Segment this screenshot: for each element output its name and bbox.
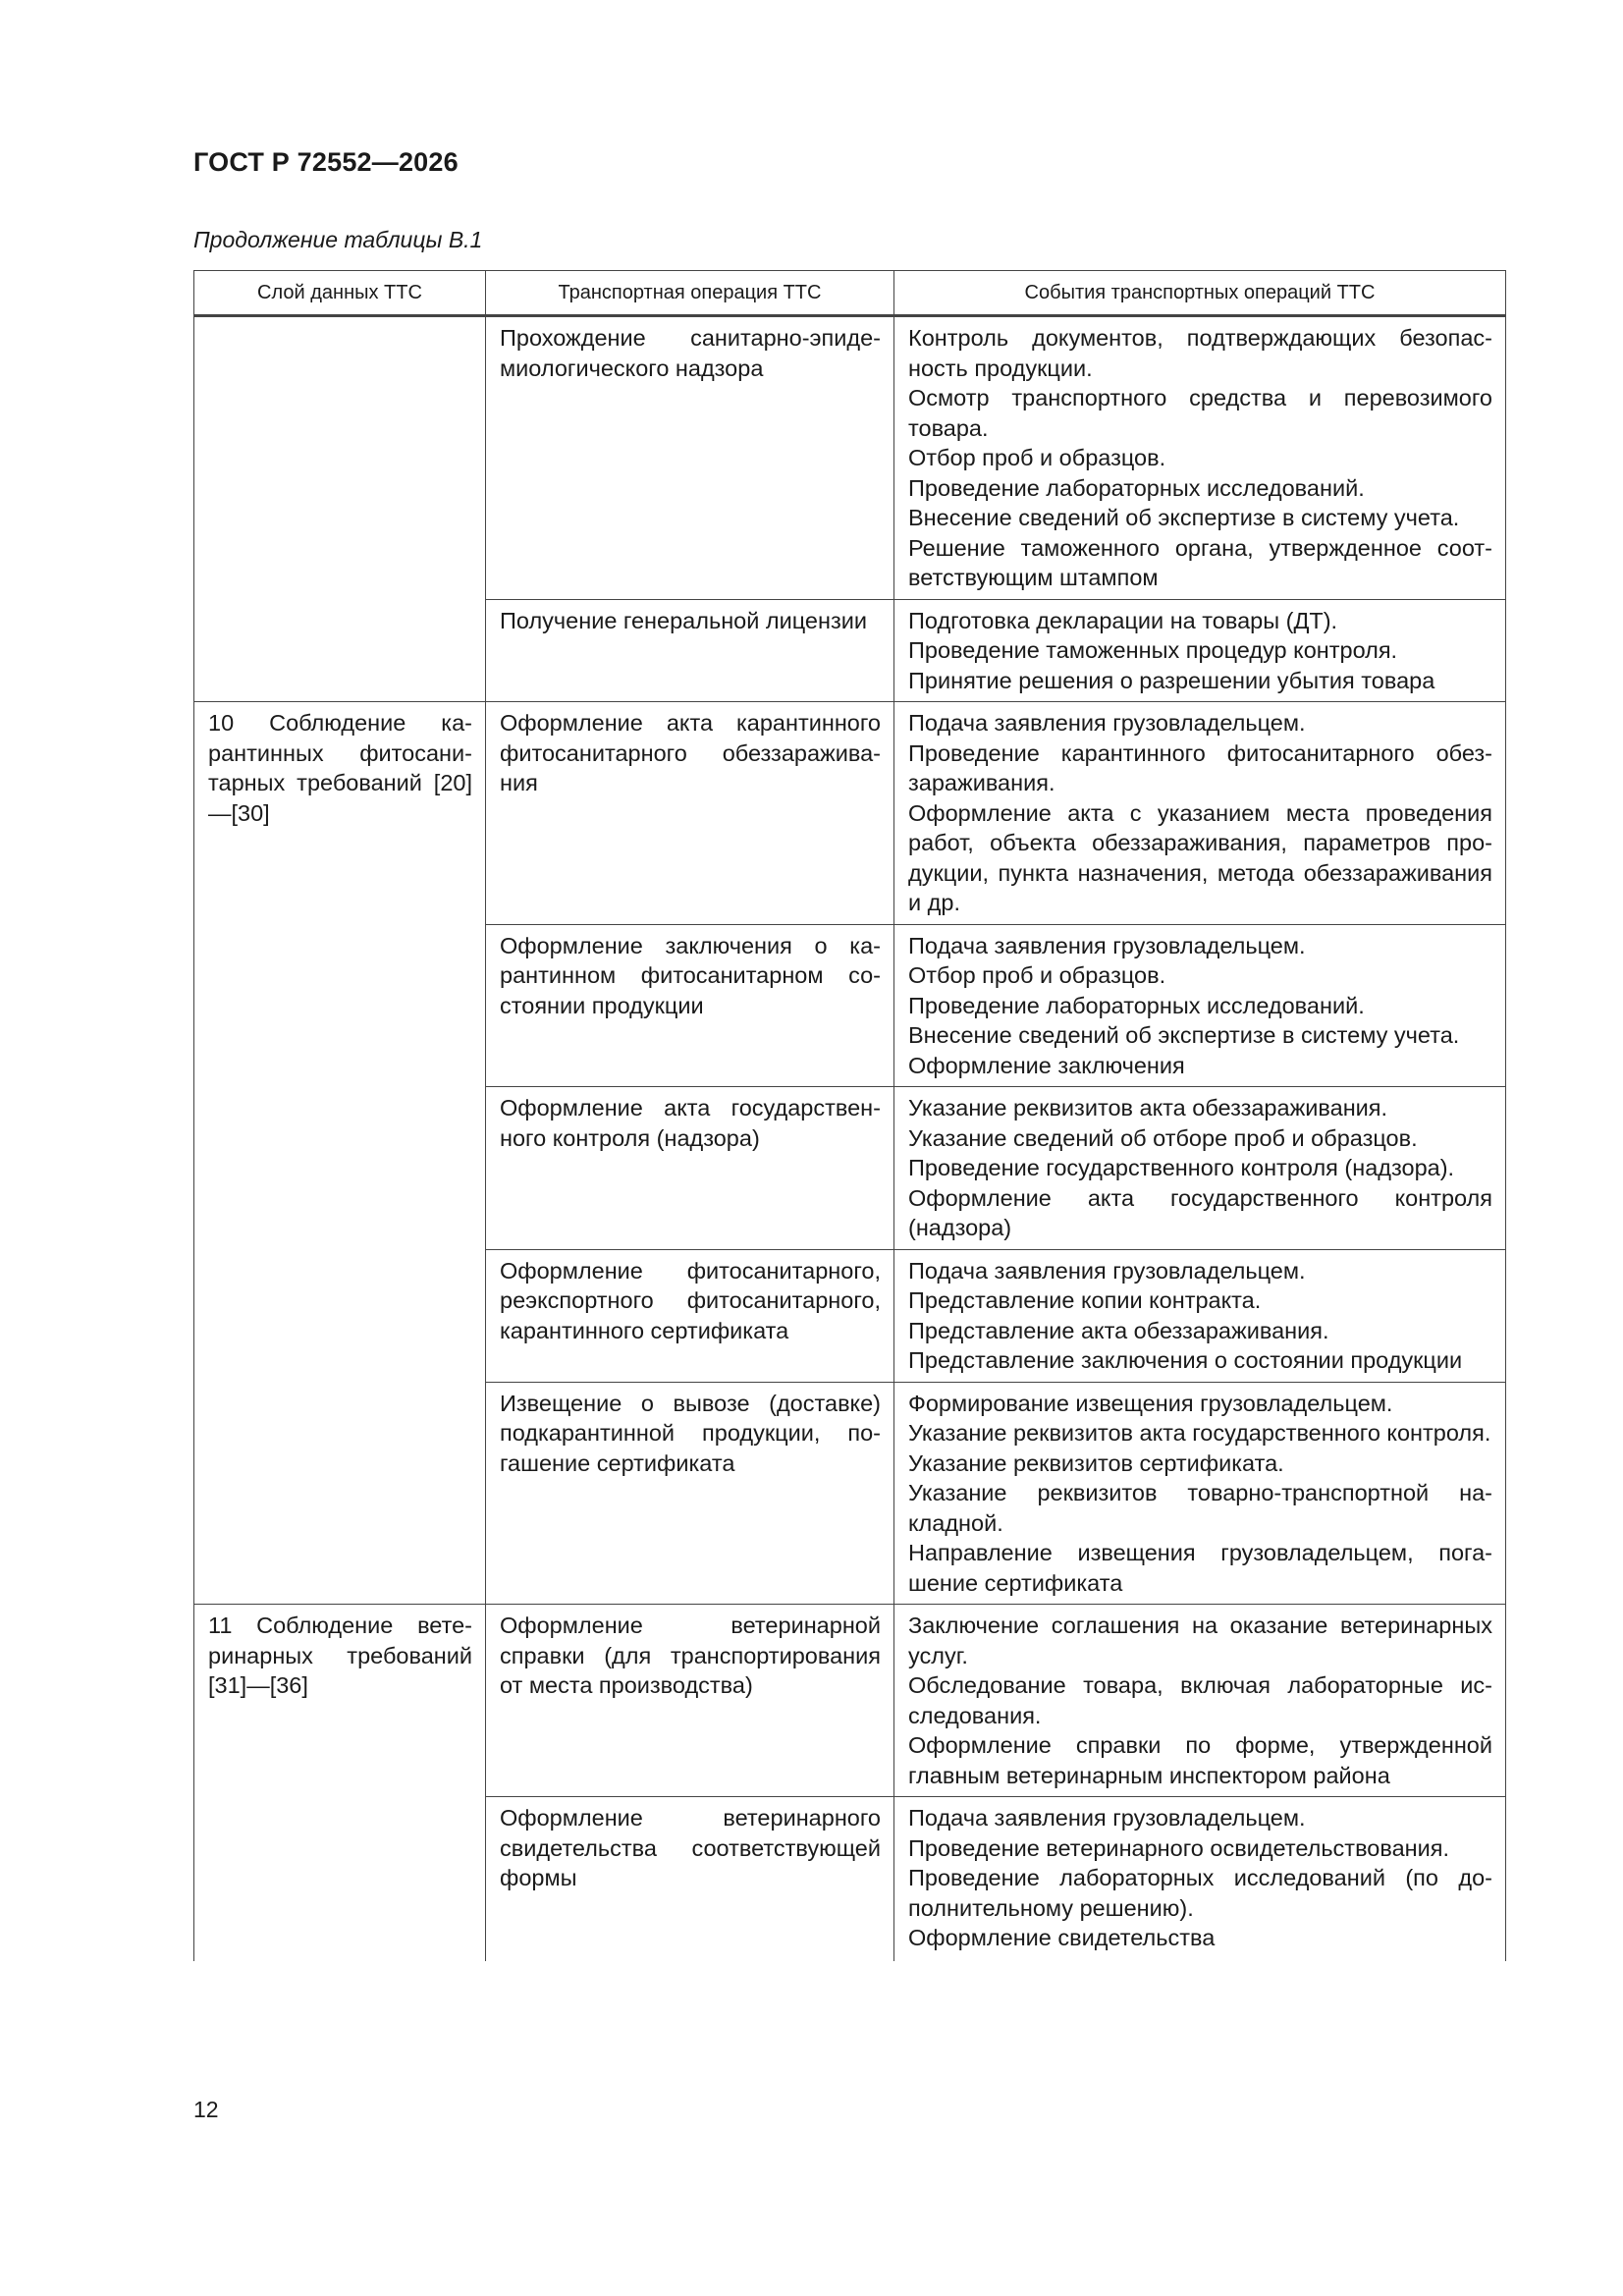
event-line: Обследование товара, включая лабораторные исследования. [908, 1672, 1492, 1728]
event-line: Оформление свидетельства [908, 1925, 1216, 1950]
operation-cell: Оформление акта государственного контроля (надзора) [486, 1087, 894, 1250]
event-line: Подача заявления грузовладельцем. [908, 932, 1306, 958]
event-line: Представление акта обеззараживания. [908, 1317, 1329, 1343]
table-header-row [194, 271, 1506, 316]
event-line: Заключение соглашения на оказание ветеринарных услуг. [908, 1613, 1492, 1668]
operation-cell: Оформление ветеринарной справки (для транспортирования от места производства) [486, 1605, 894, 1797]
events-cell [894, 1087, 1506, 1250]
table-row [194, 702, 1506, 925]
operation-cell: Прохождение санитарно-эпидемиологического надзора [486, 316, 894, 600]
event-line: Указание сведений об отборе проб и образцов. [908, 1124, 1418, 1151]
operation-cell: Извещение о вывозе (доставке) подкарантинной продукции, погашение сертификата [486, 1382, 894, 1605]
events-cell [894, 599, 1506, 702]
event-line: Указание реквизитов акта обеззараживания. [908, 1095, 1388, 1121]
table-row [194, 1605, 1506, 1797]
requirements-table [193, 270, 1506, 1961]
event-line: Внесение сведений об экспертизе в систему учета. [908, 505, 1460, 530]
events-cell [894, 702, 1506, 925]
event-line: Внесение сведений об экспертизе в систему учета. [908, 1022, 1460, 1048]
events-cell [894, 316, 1506, 600]
event-line: Отбор проб и образцов. [908, 445, 1166, 470]
layer-cell: 10 Соблюдение карантинных фитосанитарных требований [20]—[30] [194, 702, 486, 1605]
event-line: Решение таможенного органа, утвержденное соответствующим штампом [908, 534, 1492, 590]
operation-cell: Оформление акта карантинного фитосанитарного обеззараживания [486, 702, 894, 925]
column-header-events: События транспортных операций ТТС [894, 271, 1506, 316]
event-line: Представление копии контракта. [908, 1287, 1262, 1313]
event-line: Проведение карантинного фитосанитарного обеззараживания. [908, 739, 1492, 795]
events-cell [894, 1797, 1506, 1961]
layer-cell: 11 Соблюдение ветеринарных требований [31]—[36] [194, 1605, 486, 1961]
event-line: Проведение ветеринарного освидетельствования. [908, 1834, 1450, 1861]
event-line: Проведение государственного контроля (надзора). [908, 1155, 1455, 1180]
event-line: Указание реквизитов сертификата. [908, 1449, 1284, 1476]
event-line: Осмотр транспортного средства и перевозимого товара. [908, 385, 1492, 441]
operation-cell: Оформление фитосанитарного, реэкспортного фитосанитарного, карантинного сертификата [486, 1249, 894, 1382]
event-line: Подача заявления грузовладельцем. [908, 710, 1306, 736]
operation-cell: Получение генеральной лицензии [486, 599, 894, 702]
table-row [194, 316, 1506, 600]
layer-cell-continued [194, 316, 486, 702]
column-header-operation: Транспортная операция ТТС [486, 271, 894, 316]
event-line: Проведение лабораторных исследований. [908, 474, 1365, 501]
operation-cell: Оформление заключения о карантинном фитосанитарном состоянии продукции [486, 924, 894, 1087]
events-cell [894, 924, 1506, 1087]
event-line: Контроль документов, подтверждающих безопасность продукции. [908, 325, 1492, 381]
event-line: Подготовка декларации на товары (ДТ). [908, 607, 1338, 633]
event-line: Проведение лабораторных исследований. [908, 992, 1365, 1018]
event-line: Подача заявления грузовладельцем. [908, 1805, 1306, 1831]
event-line: Оформление заключения [908, 1052, 1185, 1078]
event-line: Проведение таможенных процедур контроля. [908, 637, 1398, 663]
events-cell [894, 1382, 1506, 1605]
event-line: Проведение лабораторных исследований (по дополнительному решению). [908, 1865, 1492, 1921]
events-cell [894, 1605, 1506, 1797]
event-line: Отбор проб и образцов. [908, 962, 1166, 988]
event-line: Оформление акта с указанием места проведения работ, объекта обеззараживания, параметров продукции, пункта назначения, метода обеззараживания и др. [908, 799, 1492, 915]
event-line: Оформление акта государственного контроля (надзора) [908, 1184, 1492, 1240]
document-header: ГОСТ Р 72552—2026 [193, 147, 459, 177]
event-line: Представление заключения о состоянии продукции [908, 1347, 1463, 1373]
operation-cell: Оформление ветеринарного свидетельства соответствующей формы [486, 1797, 894, 1961]
events-cell [894, 1249, 1506, 1382]
column-header-layer: Слой данных ТТС [194, 271, 486, 316]
event-line: Направление извещения грузовладельцем, погашение сертификата [908, 1540, 1492, 1596]
page-number: 12 [193, 2097, 219, 2122]
event-line: Указание реквизитов товарно-транспортной накладной. [908, 1480, 1492, 1536]
event-line: Оформление справки по форме, утвержденной главным ветеринарным инспектором района [908, 1732, 1492, 1788]
event-line: Указание реквизитов акта государственного контроля. [908, 1420, 1491, 1446]
event-line: Подача заявления грузовладельцем. [908, 1257, 1306, 1284]
event-line: Формирование извещения грузовладельцем. [908, 1390, 1393, 1416]
table-caption: Продолжение таблицы В.1 [193, 227, 483, 252]
event-line: Принятие решения о разрешении убытия товара [908, 667, 1435, 693]
